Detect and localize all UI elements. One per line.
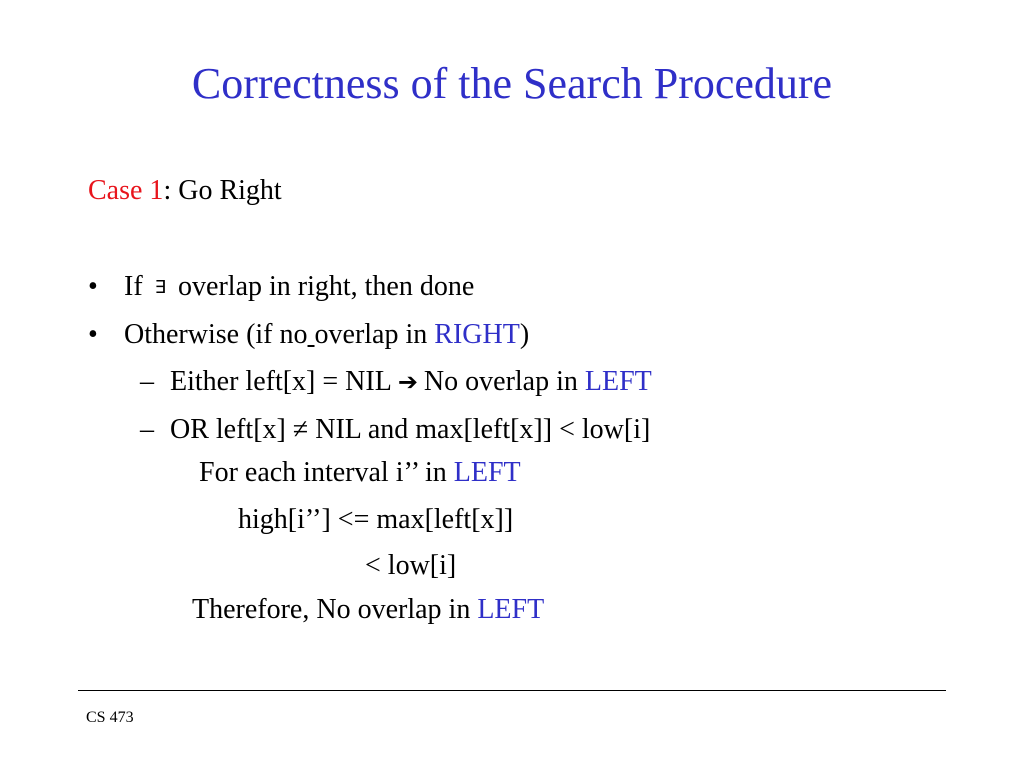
case-label: Case 1 bbox=[88, 175, 164, 206]
slide-title: Correctness of the Search Procedure bbox=[191, 59, 833, 108]
footer-divider bbox=[78, 690, 946, 691]
detail-for-each bbox=[199, 456, 521, 490]
bullet-2-suffix: ) bbox=[519, 319, 530, 350]
keyword-left: LEFT bbox=[477, 594, 545, 625]
detail-low: < low[i] bbox=[365, 550, 457, 581]
bullet-2-middle: overlap in bbox=[314, 319, 435, 350]
exists-symbol-icon: ∃ bbox=[154, 277, 167, 298]
implies-arrow-icon: ➔ bbox=[397, 368, 418, 396]
bullet-1-suffix: overlap in right, then done bbox=[178, 271, 475, 302]
sub-bullet-or: OR left[x] ≠ NIL and max[left[x]] < low[i] bbox=[170, 414, 651, 445]
bullet-1-prefix: If bbox=[124, 271, 143, 302]
bullet-item-otherwise bbox=[124, 318, 529, 352]
bullet-2-space bbox=[308, 319, 315, 350]
sub-bullet-1-middle: No overlap in bbox=[423, 366, 585, 397]
sub-bullet-1-prefix: Either left[x] = NIL bbox=[170, 366, 392, 397]
keyword-left: LEFT bbox=[584, 366, 652, 397]
keyword-left: LEFT bbox=[453, 457, 521, 488]
case-heading bbox=[88, 174, 282, 208]
sub-bullet-either bbox=[170, 365, 652, 399]
keyword-right: RIGHT bbox=[434, 319, 520, 350]
detail-4-prefix: Therefore, No overlap in bbox=[192, 594, 478, 625]
sub-bullet-marker: – bbox=[140, 366, 154, 397]
footer-course-label: CS 473 bbox=[86, 709, 134, 726]
bullet-marker: • bbox=[88, 271, 98, 302]
case-text: : Go Right bbox=[163, 175, 282, 206]
bullet-2-prefix: Otherwise (if no bbox=[124, 319, 308, 350]
detail-1-prefix: For each interval i’’ in bbox=[199, 457, 454, 488]
detail-high: high[i’’] <= max[left[x]] bbox=[238, 504, 514, 535]
sub-bullet-marker: – bbox=[140, 414, 154, 445]
bullet-marker: • bbox=[88, 319, 98, 350]
bullet-item-exists bbox=[124, 270, 474, 305]
detail-therefore bbox=[192, 593, 544, 627]
